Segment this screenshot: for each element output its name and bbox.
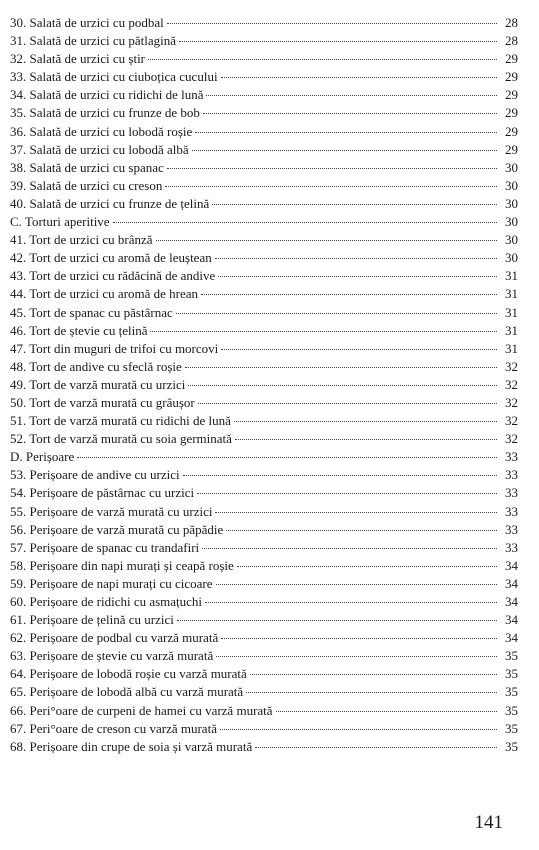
- toc-entry-title: 51. Tort de varză murată cu ridichi de lună: [10, 413, 231, 429]
- toc-entry-title: 52. Tort de varză murată cu soia germinată: [10, 431, 232, 447]
- toc-entry-title: 64. Perișoare de lobodă roșie cu varză murată: [10, 666, 247, 682]
- toc-entry-title: 35. Salată de urzici cu frunze de bob: [10, 105, 200, 121]
- dot-leader: [197, 493, 497, 494]
- toc-entry: [10, 702, 518, 720]
- toc-entry-page: 35: [505, 666, 518, 682]
- toc-entry: [10, 358, 518, 376]
- toc-entry-title: 57. Perișoare de spanac cu trandafiri: [10, 539, 200, 555]
- toc-entry-title: 47. Tort din muguri de trifoi cu morcovi: [10, 340, 219, 356]
- toc-entry-page: 29: [505, 123, 518, 139]
- toc-entry-title: 46. Tort de ștevie cu țelină: [10, 322, 148, 338]
- toc-entry-title: 50. Tort de varză murată cu grâușor: [10, 394, 195, 410]
- dot-leader: [237, 566, 497, 567]
- toc-entry: [10, 68, 518, 86]
- toc-entry-title: 61. Perișoare de țelină cu urzici: [10, 612, 174, 628]
- toc-entry-title: 56. Perișoare de varză murată cu păpădie: [10, 521, 224, 537]
- toc-entry-page: 32: [505, 413, 518, 429]
- toc-entry-page: 34: [505, 612, 518, 628]
- toc-entry-title: 38. Salată de urzici cu spanac: [10, 159, 164, 175]
- toc-entry-title: 53. Perișoare de andive cu urzici: [10, 467, 180, 483]
- toc-entry-title: 39. Salată de urzici cu creson: [10, 177, 163, 193]
- toc-entry-page: 30: [505, 177, 518, 193]
- toc-entry: [10, 665, 518, 683]
- toc-entry-title: 32. Salată de urzici cu știr: [10, 51, 146, 67]
- toc-entry: [10, 539, 518, 557]
- dot-leader: [215, 258, 497, 259]
- toc-entry-page: 29: [505, 105, 518, 121]
- toc-entry-title: 40. Salată de urzici cu frunze de țelină: [10, 195, 210, 211]
- toc-entry: [10, 86, 518, 104]
- toc-entry-page: 29: [505, 51, 518, 67]
- toc-entry: [10, 104, 518, 122]
- dot-leader: [216, 584, 498, 585]
- toc-entry-title: 37. Salată de urzici cu lobodă albă: [10, 141, 189, 157]
- dot-leader: [198, 403, 497, 404]
- toc-entry-title: 54. Perișoare de păstârnac cu urzici: [10, 485, 195, 501]
- toc-entry: [10, 123, 518, 141]
- toc-entry-title: 30. Salată de urzici cu podbal: [10, 15, 164, 30]
- toc-entry: [10, 503, 518, 521]
- toc-entry-page: 30: [505, 214, 518, 230]
- dot-leader: [148, 59, 497, 60]
- dot-leader: [221, 638, 497, 639]
- dot-leader: [215, 512, 497, 513]
- toc-entry-title: 34. Salată de urzici cu ridichi de lună: [10, 87, 204, 103]
- dot-leader: [212, 204, 497, 205]
- toc-entry-page: 31: [505, 322, 518, 338]
- toc-entry-page: 35: [505, 648, 518, 664]
- toc-entry-page: 32: [505, 431, 518, 447]
- toc-entry-page: 33: [505, 449, 518, 465]
- dot-leader: [255, 747, 497, 748]
- dot-leader: [221, 349, 497, 350]
- toc-entry-page: 30: [505, 232, 518, 248]
- toc-entry-page: 29: [505, 87, 518, 103]
- toc-entry-page: 34: [505, 557, 518, 573]
- dot-leader: [220, 729, 497, 730]
- toc-entry: [10, 647, 518, 665]
- toc-entry: [10, 629, 518, 647]
- toc-entry: [10, 340, 518, 358]
- toc-entry-title: 42. Tort de urzici cu aromă de leuștean: [10, 250, 212, 266]
- toc-entry-page: 30: [505, 250, 518, 266]
- dot-leader: [235, 439, 497, 440]
- dot-leader: [276, 711, 497, 712]
- toc-entry-page: 33: [505, 539, 518, 555]
- toc-entry-title: 48. Tort de andive cu sfeclă roșie: [10, 358, 182, 374]
- dot-leader: [176, 313, 497, 314]
- dot-leader: [246, 692, 497, 693]
- toc-entry-title: 60. Perișoare de ridichi cu asmațuchi: [10, 594, 203, 609]
- toc-entry-title: 63. Perișoare de ștevie cu varză murată: [10, 648, 214, 664]
- toc-entry: [10, 231, 518, 249]
- toc-entry-title: 68. Perișoare din crupe de soia și varză murată: [10, 738, 253, 754]
- toc-entry-title: 66. Peri°oare de curpeni de hamei cu varză murată: [10, 702, 273, 718]
- toc-entry: [10, 430, 518, 448]
- toc-entry-page: 33: [505, 485, 518, 501]
- toc-entry: [10, 322, 518, 340]
- dot-leader: [77, 457, 497, 458]
- toc-entry: [10, 159, 518, 177]
- dot-leader: [177, 620, 497, 621]
- toc-entry-page: 33: [505, 521, 518, 537]
- toc-entry-page: 28: [505, 33, 518, 49]
- toc-entry-page: 31: [505, 304, 518, 320]
- toc-entry-title: 33. Salată de urzici cu ciuboțica cucului: [10, 69, 218, 85]
- dot-leader: [156, 240, 497, 241]
- page-number: 141: [474, 812, 503, 833]
- dot-leader: [202, 548, 497, 549]
- toc-entry: [10, 304, 518, 322]
- toc-entry: [10, 557, 518, 575]
- dot-leader: [150, 331, 497, 332]
- toc-entry: [10, 177, 518, 195]
- toc-entry-page: 31: [505, 286, 518, 302]
- toc-entry: [10, 213, 518, 231]
- toc-entry-title: D. Perișoare: [10, 449, 75, 465]
- dot-leader: [113, 222, 497, 223]
- toc-entry-title: 44. Tort de urzici cu aromă de hrean: [10, 286, 198, 302]
- toc-entry: [10, 285, 518, 303]
- toc-entry-page: 28: [505, 15, 518, 30]
- toc-entry: [10, 448, 518, 466]
- toc-entry-title: 58. Perișoare din napi murați și ceapă roșie: [10, 557, 234, 573]
- toc-entry: [10, 267, 518, 285]
- toc-entry-title: C. Torturi aperitive: [10, 214, 110, 230]
- toc-entry: [10, 14, 518, 32]
- toc-entry-page: 31: [505, 268, 518, 284]
- dot-leader: [250, 674, 497, 675]
- toc-entry-page: 35: [505, 720, 518, 736]
- dot-leader: [179, 41, 497, 42]
- toc-entry-page: 35: [505, 684, 518, 700]
- dot-leader: [203, 113, 497, 114]
- toc-entry: [10, 50, 518, 68]
- toc-entry-page: 32: [505, 376, 518, 392]
- toc-entry: [10, 249, 518, 267]
- toc-entry-title: 62. Perișoare de podbal cu varză murată: [10, 630, 219, 646]
- dot-leader: [201, 294, 497, 295]
- toc-entry: [10, 466, 518, 484]
- dot-leader: [167, 23, 497, 24]
- toc-entry-title: 43. Tort de urzici cu rădăcină de andive: [10, 268, 216, 284]
- dot-leader: [221, 77, 497, 78]
- dot-leader: [226, 530, 497, 531]
- toc-entry: [10, 738, 518, 756]
- toc-entry: [10, 593, 518, 611]
- toc-entry: [10, 720, 518, 738]
- toc-entry: [10, 376, 518, 394]
- toc-entry: [10, 611, 518, 629]
- toc-entry-page: 35: [505, 702, 518, 718]
- toc-entry-title: 49. Tort de varză murată cu urzici: [10, 376, 186, 392]
- toc-entry-title: 45. Tort de spanac cu păstârnac: [10, 304, 173, 320]
- toc-entry: [10, 683, 518, 701]
- toc-entry-page: 34: [505, 630, 518, 646]
- toc-entry-title: 67. Peri°oare de creson cu varză murată: [10, 720, 217, 736]
- dot-leader: [216, 656, 497, 657]
- toc-entry-page: 31: [505, 340, 518, 356]
- toc-entry: [10, 412, 518, 430]
- toc-entry-page: 29: [505, 141, 518, 157]
- dot-leader: [167, 168, 497, 169]
- toc-entry-title: 41. Tort de urzici cu brânză: [10, 232, 153, 248]
- dot-leader: [218, 276, 497, 277]
- toc-entry: [10, 521, 518, 539]
- dot-leader: [188, 385, 497, 386]
- toc-entry: [10, 575, 518, 593]
- toc-entry-page: 34: [505, 594, 518, 609]
- toc-entry-title: 55. Perișoare de varză murată cu urzici: [10, 503, 213, 519]
- toc-entry-page: 35: [505, 738, 518, 754]
- dot-leader: [195, 132, 497, 133]
- toc-entry: [10, 141, 518, 159]
- toc-entry: [10, 32, 518, 50]
- dot-leader: [183, 475, 497, 476]
- dot-leader: [165, 186, 497, 187]
- table-of-contents: [10, 14, 518, 756]
- toc-entry-page: 33: [505, 467, 518, 483]
- toc-entry: [10, 195, 518, 213]
- dot-leader: [205, 602, 497, 603]
- toc-entry-title: 59. Perișoare de napi murați cu cicoare: [10, 575, 213, 591]
- toc-entry: [10, 484, 518, 502]
- toc-entry-title: 65. Perișoare de lobodă albă cu varză murată: [10, 684, 244, 700]
- toc-entry-page: 32: [505, 394, 518, 410]
- toc-entry-page: 29: [505, 69, 518, 85]
- toc-entry-page: 33: [505, 503, 518, 519]
- toc-entry-page: 30: [505, 195, 518, 211]
- toc-entry-page: 32: [505, 358, 518, 374]
- toc-entry-page: 30: [505, 159, 518, 175]
- toc-entry-page: 34: [505, 575, 518, 591]
- dot-leader: [234, 421, 497, 422]
- toc-entry-title: 31. Salată de urzici cu pătlagină: [10, 33, 177, 49]
- dot-leader: [185, 367, 497, 368]
- toc-entry-title: 36. Salată de urzici cu lobodă roșie: [10, 123, 193, 139]
- dot-leader: [206, 95, 497, 96]
- dot-leader: [192, 150, 497, 151]
- toc-entry: [10, 394, 518, 412]
